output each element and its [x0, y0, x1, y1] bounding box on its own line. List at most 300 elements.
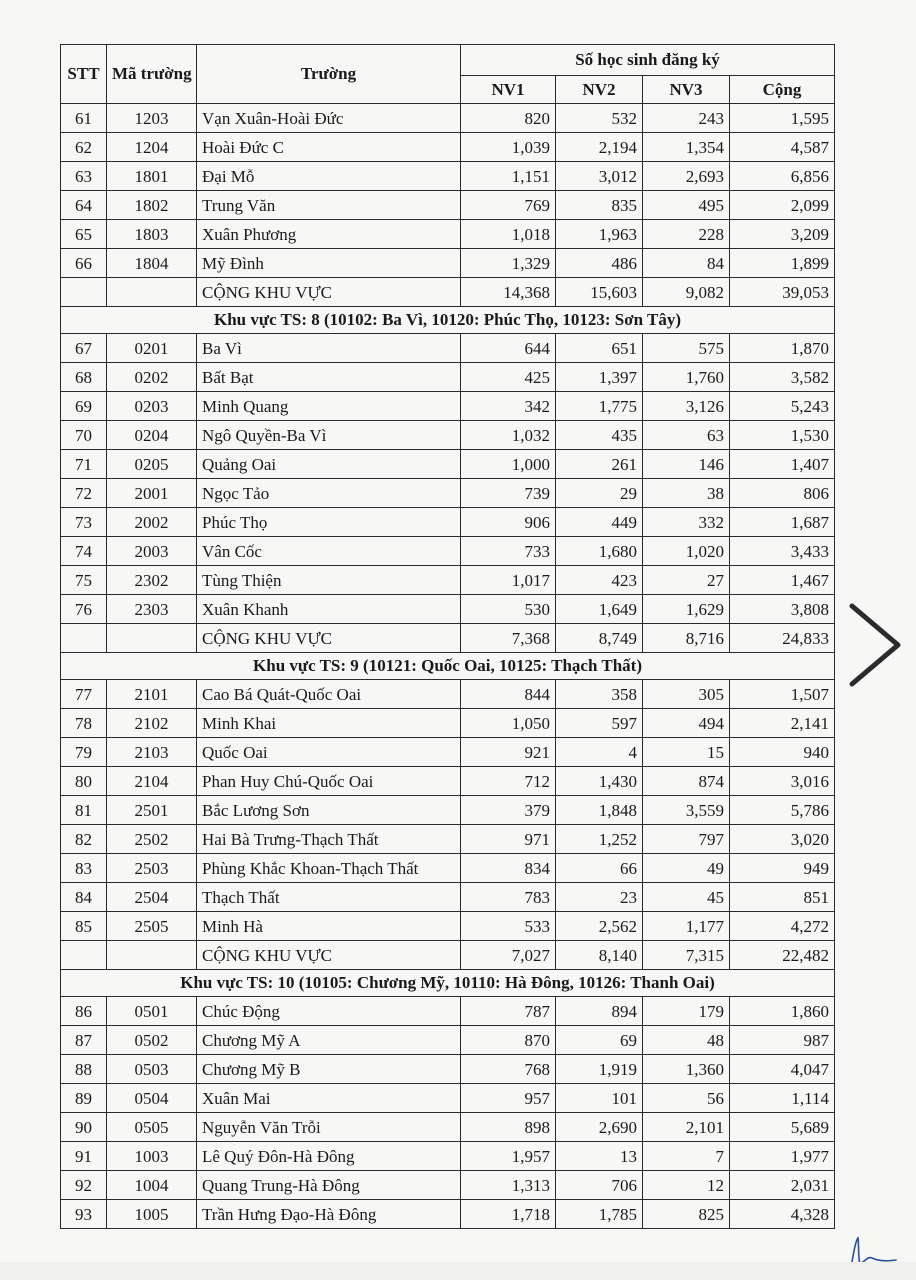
cell-total-nv1: 7,027 — [461, 941, 556, 970]
header-stt: STT — [61, 45, 107, 104]
cell-total: 4,047 — [730, 1055, 835, 1084]
cell-nv3: 63 — [643, 421, 730, 450]
cell-nv1: 342 — [461, 392, 556, 421]
cell-name: Phan Huy Chú-Quốc Oai — [197, 767, 461, 796]
cell-empty — [61, 278, 107, 307]
cell-nv2: 2,690 — [556, 1113, 643, 1142]
cell-nv2: 894 — [556, 997, 643, 1026]
cell-nv1: 530 — [461, 595, 556, 624]
cell-nv3: 56 — [643, 1084, 730, 1113]
cell-nv1: 379 — [461, 796, 556, 825]
cell-nv3: 2,101 — [643, 1113, 730, 1142]
cell-code: 0202 — [107, 363, 197, 392]
table-row — [61, 191, 835, 220]
cell-name: Hoài Đức C — [197, 133, 461, 162]
cell-nv1: 906 — [461, 508, 556, 537]
cell-nv2: 13 — [556, 1142, 643, 1171]
cell-name: Phúc Thọ — [197, 508, 461, 537]
table-row — [61, 595, 835, 624]
cell-stt: 61 — [61, 104, 107, 133]
cell-stt: 80 — [61, 767, 107, 796]
cell-code: 2002 — [107, 508, 197, 537]
table-row — [61, 508, 835, 537]
region-title: Khu vực TS: 9 (10121: Quốc Oai, 10125: Thạch Thất) — [61, 653, 835, 680]
cell-stt: 66 — [61, 249, 107, 278]
region-header-row — [61, 307, 835, 334]
cell-nv3: 49 — [643, 854, 730, 883]
cell-name: Xuân Khanh — [197, 595, 461, 624]
table-row — [61, 1084, 835, 1113]
cell-total: 5,786 — [730, 796, 835, 825]
cell-nv1: 971 — [461, 825, 556, 854]
cell-nv2: 597 — [556, 709, 643, 738]
cell-nv3: 243 — [643, 104, 730, 133]
cell-code: 0504 — [107, 1084, 197, 1113]
cell-nv3: 1,177 — [643, 912, 730, 941]
cell-total-nv2: 15,603 — [556, 278, 643, 307]
cell-total: 3,016 — [730, 767, 835, 796]
cell-code: 2103 — [107, 738, 197, 767]
cell-total: 5,243 — [730, 392, 835, 421]
region-title: Khu vực TS: 10 (10105: Chương Mỹ, 10110: Hà Đông, 10126: Thanh Oai) — [61, 970, 835, 997]
cell-nv2: 1,785 — [556, 1200, 643, 1229]
cell-name: Trần Hưng Đạo-Hà Đông — [197, 1200, 461, 1229]
cell-name: Tùng Thiện — [197, 566, 461, 595]
cell-nv1: 1,313 — [461, 1171, 556, 1200]
cell-code: 1203 — [107, 104, 197, 133]
cell-nv1: 1,050 — [461, 709, 556, 738]
cell-nv3: 45 — [643, 883, 730, 912]
header-registration-group: Số học sinh đăng ký — [461, 45, 835, 76]
table-row — [61, 854, 835, 883]
cell-total: 940 — [730, 738, 835, 767]
cell-code: 0204 — [107, 421, 197, 450]
table-row — [61, 537, 835, 566]
cell-nv1: 1,032 — [461, 421, 556, 450]
cell-name: Lê Quý Đôn-Hà Đông — [197, 1142, 461, 1171]
cell-nv2: 23 — [556, 883, 643, 912]
table-row — [61, 249, 835, 278]
table-row — [61, 363, 835, 392]
table-row — [61, 1171, 835, 1200]
cell-nv1: 769 — [461, 191, 556, 220]
cell-stt: 78 — [61, 709, 107, 738]
cell-nv3: 3,126 — [643, 392, 730, 421]
cell-stt: 89 — [61, 1084, 107, 1113]
cell-code: 1801 — [107, 162, 197, 191]
cell-nv3: 228 — [643, 220, 730, 249]
cell-total: 4,328 — [730, 1200, 835, 1229]
table-row — [61, 220, 835, 249]
cell-total: 1,899 — [730, 249, 835, 278]
cell-code: 1004 — [107, 1171, 197, 1200]
cell-nv3: 38 — [643, 479, 730, 508]
cell-nv1: 712 — [461, 767, 556, 796]
table-row — [61, 825, 835, 854]
cell-nv2: 2,562 — [556, 912, 643, 941]
table-row — [61, 680, 835, 709]
cell-nv1: 898 — [461, 1113, 556, 1142]
cell-name: Chúc Động — [197, 997, 461, 1026]
cell-code: 0203 — [107, 392, 197, 421]
cell-name: Trung Văn — [197, 191, 461, 220]
cell-name: Quảng Oai — [197, 450, 461, 479]
cell-name: Ba Vì — [197, 334, 461, 363]
cell-nv1: 1,039 — [461, 133, 556, 162]
cell-nv1: 783 — [461, 883, 556, 912]
cell-nv2: 1,775 — [556, 392, 643, 421]
cell-nv2: 101 — [556, 1084, 643, 1113]
cell-nv2: 532 — [556, 104, 643, 133]
cell-name: Chương Mỹ B — [197, 1055, 461, 1084]
chevron-right-icon[interactable] — [846, 600, 906, 690]
cell-code: 0502 — [107, 1026, 197, 1055]
cell-stt: 71 — [61, 450, 107, 479]
cell-total: 1,595 — [730, 104, 835, 133]
cell-total-label: CỘNG KHU VỰC — [197, 278, 461, 307]
region-header-row — [61, 970, 835, 997]
registration-table — [60, 44, 835, 1229]
cell-total: 3,209 — [730, 220, 835, 249]
table-row — [61, 796, 835, 825]
header-nv2: NV2 — [556, 76, 643, 104]
cell-stt: 79 — [61, 738, 107, 767]
cell-nv2: 29 — [556, 479, 643, 508]
cell-total-nv2: 8,140 — [556, 941, 643, 970]
cell-nv2: 423 — [556, 566, 643, 595]
cell-nv2: 1,252 — [556, 825, 643, 854]
cell-stt: 64 — [61, 191, 107, 220]
cell-nv1: 1,718 — [461, 1200, 556, 1229]
region-title: Khu vực TS: 8 (10102: Ba Vì, 10120: Phúc Thọ, 10123: Sơn Tây) — [61, 307, 835, 334]
cell-name: Chương Mỹ A — [197, 1026, 461, 1055]
cell-stt: 67 — [61, 334, 107, 363]
cell-nv3: 332 — [643, 508, 730, 537]
cell-name: Bắc Lương Sơn — [197, 796, 461, 825]
cell-name: Thạch Thất — [197, 883, 461, 912]
cell-stt: 75 — [61, 566, 107, 595]
cell-stt: 86 — [61, 997, 107, 1026]
cell-name: Quang Trung-Hà Đông — [197, 1171, 461, 1200]
cell-code: 1802 — [107, 191, 197, 220]
cell-nv3: 3,559 — [643, 796, 730, 825]
cell-nv3: 146 — [643, 450, 730, 479]
cell-code: 1804 — [107, 249, 197, 278]
cell-total: 5,689 — [730, 1113, 835, 1142]
table-row — [61, 133, 835, 162]
cell-nv2: 261 — [556, 450, 643, 479]
cell-nv1: 768 — [461, 1055, 556, 1084]
cell-nv3: 305 — [643, 680, 730, 709]
table-row — [61, 421, 835, 450]
cell-nv1: 644 — [461, 334, 556, 363]
cell-code: 1204 — [107, 133, 197, 162]
cell-code: 0201 — [107, 334, 197, 363]
table-row — [61, 738, 835, 767]
cell-name: Minh Khai — [197, 709, 461, 738]
cell-nv3: 575 — [643, 334, 730, 363]
header-nv3: NV3 — [643, 76, 730, 104]
cell-name: Phùng Khắc Khoan-Thạch Thất — [197, 854, 461, 883]
cell-stt: 74 — [61, 537, 107, 566]
cell-code: 2503 — [107, 854, 197, 883]
cell-code: 0205 — [107, 450, 197, 479]
cell-nv1: 1,018 — [461, 220, 556, 249]
table-row — [61, 997, 835, 1026]
cell-nv3: 1,629 — [643, 595, 730, 624]
region-total-row — [61, 941, 835, 970]
cell-code: 2504 — [107, 883, 197, 912]
cell-code: 0503 — [107, 1055, 197, 1084]
table-row — [61, 162, 835, 191]
cell-total: 3,020 — [730, 825, 835, 854]
cell-name: Nguyễn Văn Trỗi — [197, 1113, 461, 1142]
cell-code: 2501 — [107, 796, 197, 825]
cell-nv1: 733 — [461, 537, 556, 566]
cell-code: 2505 — [107, 912, 197, 941]
table-row — [61, 334, 835, 363]
header-total: Cộng — [730, 76, 835, 104]
cell-stt: 77 — [61, 680, 107, 709]
cell-nv3: 12 — [643, 1171, 730, 1200]
cell-nv1: 1,000 — [461, 450, 556, 479]
cell-stt: 92 — [61, 1171, 107, 1200]
table-row — [61, 767, 835, 796]
cell-code: 0505 — [107, 1113, 197, 1142]
cell-total: 3,808 — [730, 595, 835, 624]
cell-total-nv1: 14,368 — [461, 278, 556, 307]
cell-name: Quốc Oai — [197, 738, 461, 767]
cell-name: Ngô Quyền-Ba Vì — [197, 421, 461, 450]
cell-nv2: 3,012 — [556, 162, 643, 191]
cell-nv1: 844 — [461, 680, 556, 709]
table-row — [61, 479, 835, 508]
cell-total: 2,099 — [730, 191, 835, 220]
table-row — [61, 709, 835, 738]
cell-nv1: 739 — [461, 479, 556, 508]
cell-nv2: 435 — [556, 421, 643, 450]
header-school: Trường — [197, 45, 461, 104]
cell-stt: 91 — [61, 1142, 107, 1171]
cell-code: 2102 — [107, 709, 197, 738]
table-row — [61, 1142, 835, 1171]
cell-total-label: CỘNG KHU VỰC — [197, 941, 461, 970]
cell-name: Minh Hà — [197, 912, 461, 941]
cell-nv3: 84 — [643, 249, 730, 278]
table-row — [61, 566, 835, 595]
cell-nv3: 495 — [643, 191, 730, 220]
cell-stt: 93 — [61, 1200, 107, 1229]
cell-code: 0501 — [107, 997, 197, 1026]
cell-nv3: 15 — [643, 738, 730, 767]
table-row — [61, 392, 835, 421]
cell-nv2: 651 — [556, 334, 643, 363]
cell-name: Xuân Phương — [197, 220, 461, 249]
cell-total: 987 — [730, 1026, 835, 1055]
cell-total-nv1: 7,368 — [461, 624, 556, 653]
cell-stt: 69 — [61, 392, 107, 421]
cell-nv2: 706 — [556, 1171, 643, 1200]
cell-nv1: 921 — [461, 738, 556, 767]
cell-nv1: 1,329 — [461, 249, 556, 278]
cell-nv2: 358 — [556, 680, 643, 709]
cell-nv1: 1,017 — [461, 566, 556, 595]
cell-total: 949 — [730, 854, 835, 883]
cell-stt: 68 — [61, 363, 107, 392]
region-header-row — [61, 653, 835, 680]
cell-nv3: 1,760 — [643, 363, 730, 392]
cell-empty — [107, 624, 197, 653]
cell-name: Minh Quang — [197, 392, 461, 421]
cell-total: 2,141 — [730, 709, 835, 738]
cell-name: Ngọc Tảo — [197, 479, 461, 508]
cell-stt: 62 — [61, 133, 107, 162]
cell-nv2: 2,194 — [556, 133, 643, 162]
cell-stt: 81 — [61, 796, 107, 825]
table-row — [61, 1113, 835, 1142]
cell-stt: 63 — [61, 162, 107, 191]
cell-total-nv3: 9,082 — [643, 278, 730, 307]
cell-nv2: 1,919 — [556, 1055, 643, 1084]
cell-total: 1,530 — [730, 421, 835, 450]
cell-total-sum: 24,833 — [730, 624, 835, 653]
cell-code: 2003 — [107, 537, 197, 566]
cell-nv3: 797 — [643, 825, 730, 854]
cell-total-nv3: 7,315 — [643, 941, 730, 970]
cell-stt: 85 — [61, 912, 107, 941]
cell-nv2: 449 — [556, 508, 643, 537]
cell-code: 2001 — [107, 479, 197, 508]
cell-nv2: 1,680 — [556, 537, 643, 566]
cell-nv1: 787 — [461, 997, 556, 1026]
cell-nv3: 1,354 — [643, 133, 730, 162]
cell-code: 2104 — [107, 767, 197, 796]
cell-nv3: 1,360 — [643, 1055, 730, 1084]
cell-stt: 76 — [61, 595, 107, 624]
cell-code: 2502 — [107, 825, 197, 854]
cell-nv3: 825 — [643, 1200, 730, 1229]
table-row — [61, 1200, 835, 1229]
cell-nv3: 1,020 — [643, 537, 730, 566]
cell-nv1: 834 — [461, 854, 556, 883]
cell-nv2: 1,963 — [556, 220, 643, 249]
cell-stt: 73 — [61, 508, 107, 537]
cell-nv3: 494 — [643, 709, 730, 738]
table-row — [61, 1026, 835, 1055]
table-row — [61, 104, 835, 133]
cell-code: 2302 — [107, 566, 197, 595]
cell-total: 851 — [730, 883, 835, 912]
cell-nv1: 1,151 — [461, 162, 556, 191]
cell-stt: 84 — [61, 883, 107, 912]
cell-total: 1,467 — [730, 566, 835, 595]
table-row — [61, 1055, 835, 1084]
cell-nv2: 1,649 — [556, 595, 643, 624]
cell-nv3: 7 — [643, 1142, 730, 1171]
cell-nv1: 425 — [461, 363, 556, 392]
region-total-row — [61, 624, 835, 653]
cell-nv3: 179 — [643, 997, 730, 1026]
cell-name: Bất Bạt — [197, 363, 461, 392]
cell-total-sum: 39,053 — [730, 278, 835, 307]
cell-nv1: 957 — [461, 1084, 556, 1113]
region-total-row — [61, 278, 835, 307]
cell-empty — [107, 941, 197, 970]
table-row — [61, 883, 835, 912]
cell-stt: 72 — [61, 479, 107, 508]
cell-total: 2,031 — [730, 1171, 835, 1200]
cell-nv3: 874 — [643, 767, 730, 796]
cell-stt: 82 — [61, 825, 107, 854]
cell-code: 1003 — [107, 1142, 197, 1171]
cell-name: Vân Cốc — [197, 537, 461, 566]
cell-nv1: 533 — [461, 912, 556, 941]
cell-total: 1,687 — [730, 508, 835, 537]
cell-total-nv2: 8,749 — [556, 624, 643, 653]
cell-stt: 88 — [61, 1055, 107, 1084]
cell-nv2: 4 — [556, 738, 643, 767]
cell-total: 1,114 — [730, 1084, 835, 1113]
cell-total: 3,582 — [730, 363, 835, 392]
cell-nv3: 48 — [643, 1026, 730, 1055]
cell-total: 3,433 — [730, 537, 835, 566]
cell-code: 1803 — [107, 220, 197, 249]
cell-code: 2101 — [107, 680, 197, 709]
cell-nv3: 2,693 — [643, 162, 730, 191]
table-row — [61, 912, 835, 941]
cell-stt: 70 — [61, 421, 107, 450]
cell-name: Hai Bà Trưng-Thạch Thất — [197, 825, 461, 854]
cell-name: Xuân Mai — [197, 1084, 461, 1113]
cell-nv2: 486 — [556, 249, 643, 278]
cell-nv1: 1,957 — [461, 1142, 556, 1171]
cell-empty — [61, 941, 107, 970]
table-body — [61, 104, 835, 1229]
cell-empty — [61, 624, 107, 653]
cell-code: 1005 — [107, 1200, 197, 1229]
cell-nv1: 820 — [461, 104, 556, 133]
cell-total: 4,587 — [730, 133, 835, 162]
cell-nv2: 66 — [556, 854, 643, 883]
cell-total: 1,507 — [730, 680, 835, 709]
cell-nv2: 1,430 — [556, 767, 643, 796]
table-header — [61, 45, 835, 104]
cell-name: Đại Mỗ — [197, 162, 461, 191]
cell-name: Mỹ Đình — [197, 249, 461, 278]
header-nv1: NV1 — [461, 76, 556, 104]
cell-total: 1,407 — [730, 450, 835, 479]
cell-code: 2303 — [107, 595, 197, 624]
cell-stt: 65 — [61, 220, 107, 249]
cell-name: Vạn Xuân-Hoài Đức — [197, 104, 461, 133]
cell-stt: 87 — [61, 1026, 107, 1055]
cell-total: 4,272 — [730, 912, 835, 941]
cell-total-nv3: 8,716 — [643, 624, 730, 653]
cell-nv2: 835 — [556, 191, 643, 220]
cell-name: Cao Bá Quát-Quốc Oai — [197, 680, 461, 709]
cell-nv1: 870 — [461, 1026, 556, 1055]
page-bottom-edge — [0, 1262, 916, 1280]
header-school-code: Mã trường — [107, 45, 197, 104]
cell-nv2: 1,397 — [556, 363, 643, 392]
cell-total: 6,856 — [730, 162, 835, 191]
cell-nv2: 69 — [556, 1026, 643, 1055]
cell-total-label: CỘNG KHU VỰC — [197, 624, 461, 653]
cell-empty — [107, 278, 197, 307]
cell-stt: 90 — [61, 1113, 107, 1142]
cell-total: 1,870 — [730, 334, 835, 363]
cell-total: 1,977 — [730, 1142, 835, 1171]
